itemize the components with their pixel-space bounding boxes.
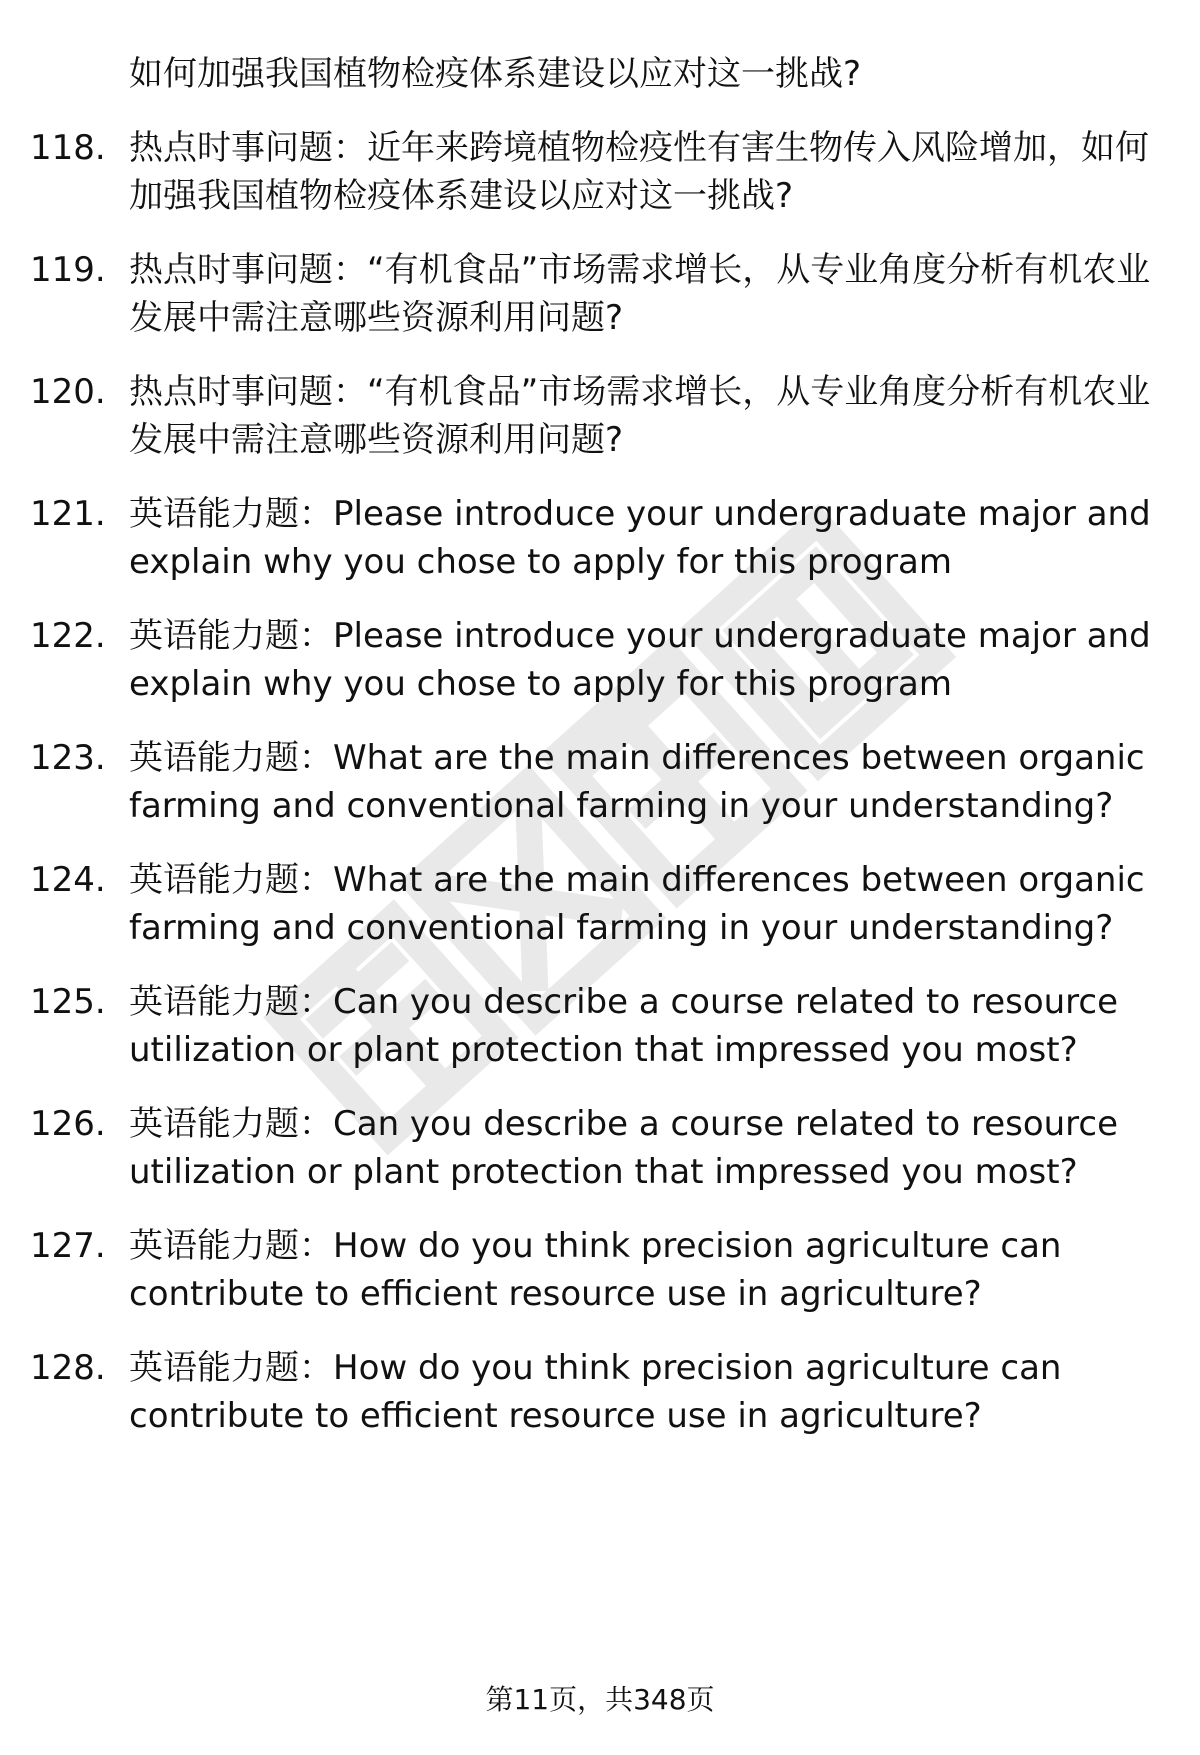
question-content <box>30 50 1160 1466</box>
question-item <box>30 612 1160 708</box>
question-text: 热点时事问题：近年来跨境植物检疫性有害生物传入风险增加，如何加强我国植物检疫体系建设以应对这一挑战? <box>129 128 1149 216</box>
question-number: 127. <box>30 1226 106 1266</box>
question-number: 126. <box>30 1104 106 1144</box>
question-item <box>30 246 1160 342</box>
question-number: 124. <box>30 860 106 900</box>
page-number-footer: 第11页，共348页 <box>485 1683 715 1716</box>
question-item <box>30 124 1160 220</box>
question-list <box>30 124 1160 1440</box>
question-number: 123. <box>30 738 106 778</box>
question-number: 121. <box>30 494 106 534</box>
question-number: 119. <box>30 250 106 290</box>
question-text: 英语能力题：Can you describe a course related to resource utilization or plant protection that impressed you most? <box>129 982 1119 1070</box>
question-text: 英语能力题：How do you think precision agriculture can contribute to efficient resource use in agriculture? <box>129 1226 1062 1314</box>
question-item <box>30 368 1160 464</box>
question-text: 英语能力题：Can you describe a course related to resource utilization or plant protection that impressed you most? <box>129 1104 1119 1192</box>
continued-question-text: 如何加强我国植物检疫体系建设以应对这一挑战? <box>129 54 862 94</box>
question-text: 英语能力题：How do you think precision agriculture can contribute to efficient resource use in agriculture? <box>129 1348 1062 1436</box>
question-number: 118. <box>30 128 106 168</box>
question-number: 128. <box>30 1348 106 1388</box>
question-text: 英语能力题：What are the main differences between organic farming and conventional farming in your understanding? <box>129 860 1145 948</box>
question-number: 125. <box>30 982 106 1022</box>
question-number: 122. <box>30 616 106 656</box>
question-item <box>30 734 1160 830</box>
question-text: 热点时事问题：“有机食品”市场需求增长，从专业角度分析有机农业发展中需注意哪些资源利用问题? <box>129 250 1151 338</box>
question-item <box>30 978 1160 1074</box>
question-item <box>30 1222 1160 1318</box>
question-item <box>30 1344 1160 1440</box>
question-text: 英语能力题：Please introduce your undergraduate major and explain why you chose to apply for this program <box>129 494 1151 582</box>
question-text: 热点时事问题：“有机食品”市场需求增长，从专业角度分析有机农业发展中需注意哪些资源利用问题? <box>129 372 1151 460</box>
question-item <box>30 490 1160 586</box>
question-item <box>30 856 1160 952</box>
question-number: 120. <box>30 372 106 412</box>
question-item <box>30 1100 1160 1196</box>
question-text: 英语能力题：Please introduce your undergraduate major and explain why you chose to apply for this program <box>129 616 1151 704</box>
question-text: 英语能力题：What are the main differences between organic farming and conventional farming in your understanding? <box>129 738 1145 826</box>
